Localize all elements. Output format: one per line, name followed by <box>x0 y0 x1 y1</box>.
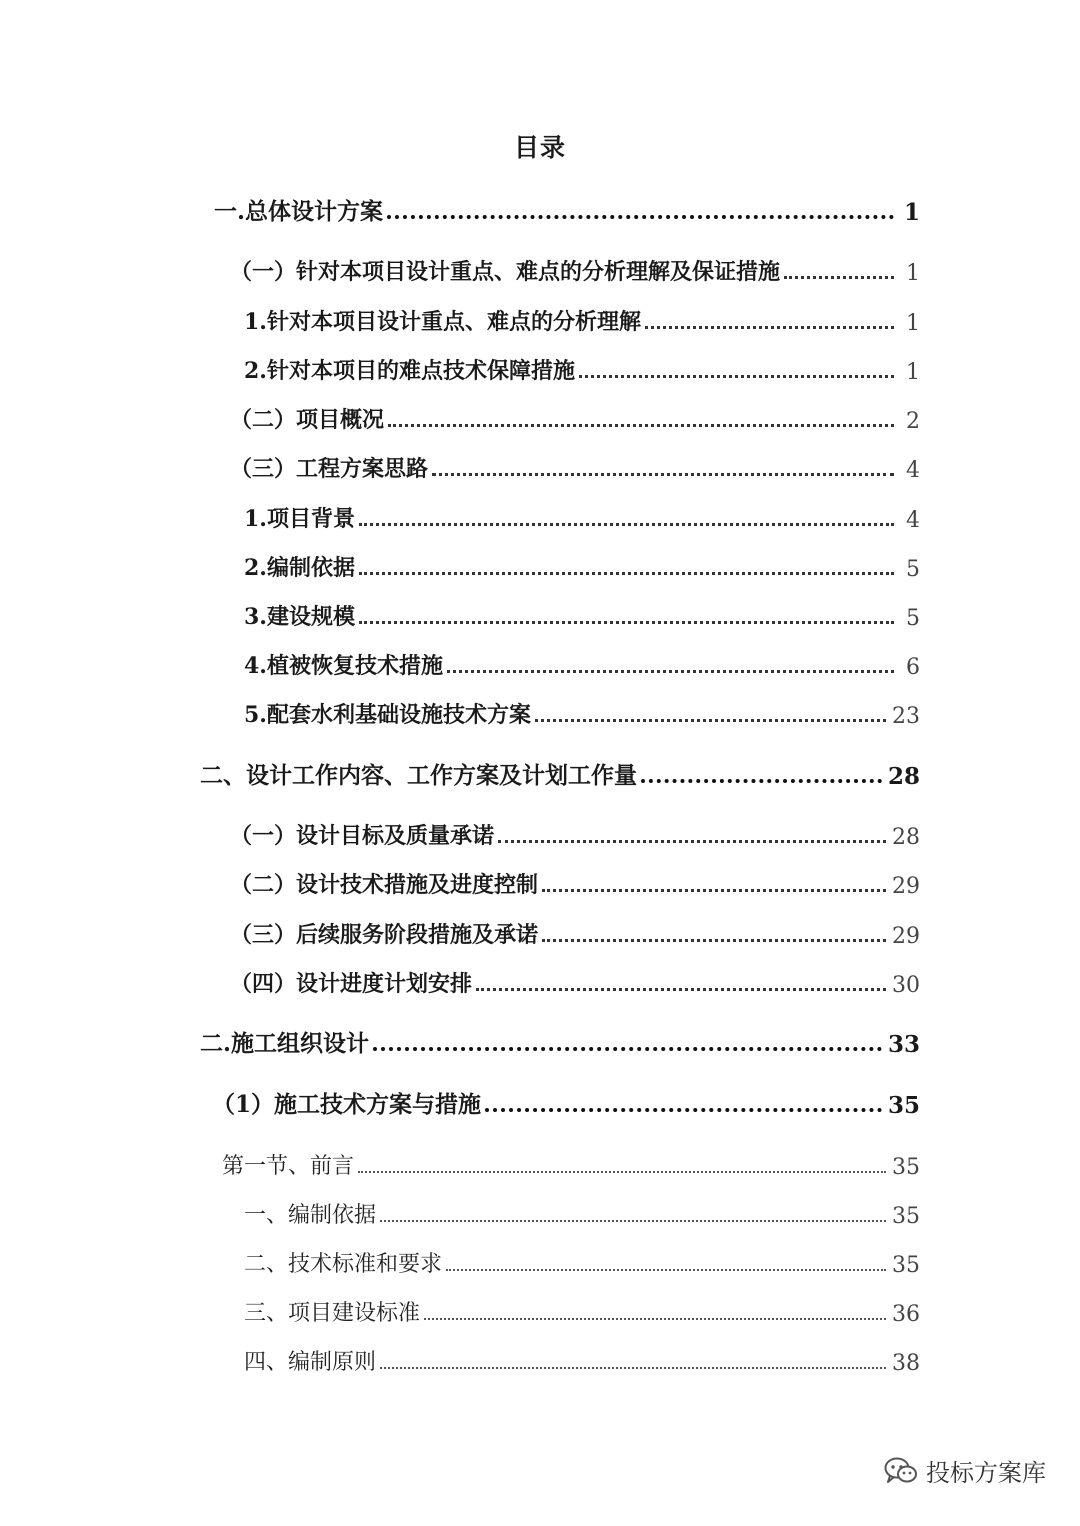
toc-entry[interactable] <box>244 597 920 631</box>
watermark-text: 投标方案库 <box>926 1459 1046 1487</box>
toc-entry-label: 5.配套水利基础设施技术方案 <box>244 702 531 728</box>
toc-entry[interactable] <box>222 1146 920 1180</box>
toc-page-number: 1 <box>906 261 920 286</box>
dot-leader <box>432 473 894 476</box>
toc-entry[interactable] <box>244 646 920 680</box>
dot-leader <box>380 1220 886 1222</box>
toc-page-number: 28 <box>892 825 920 850</box>
toc-page-number: 33 <box>887 1031 920 1058</box>
toc-entry-label: （三）后续服务阶段措施及承诺 <box>230 922 539 948</box>
toc-page-number: 36 <box>892 1302 920 1327</box>
toc-page-number: 4 <box>906 508 920 533</box>
dot-leader <box>387 215 894 219</box>
dot-leader <box>784 276 894 279</box>
toc-page-number: 5 <box>906 557 920 582</box>
toc-entry-label: 四、编制原则 <box>244 1350 377 1375</box>
toc-entry[interactable] <box>244 1293 920 1327</box>
toc-entry-label: 1.针对本项目设计重点、难点的分析理解 <box>244 309 641 335</box>
toc-entry[interactable] <box>230 449 920 483</box>
toc-entry-label: 二、技术标准和要求 <box>244 1252 443 1277</box>
toc-page-number: 30 <box>892 973 920 998</box>
toc-page-number: 1 <box>903 199 920 226</box>
toc-page-number: 29 <box>892 924 920 949</box>
toc-entry-label: 2.针对本项目的难点技术保障措施 <box>244 358 575 384</box>
toc-entry[interactable] <box>244 302 920 336</box>
toc-entry-label: （一）设计目标及质量承诺 <box>230 823 495 849</box>
toc-page-number: 4 <box>906 458 920 483</box>
toc-page-number: 35 <box>892 1204 920 1229</box>
toc-entry[interactable] <box>230 865 920 899</box>
toc-page-number: 29 <box>892 874 920 899</box>
dot-leader <box>485 1108 882 1112</box>
toc-entry-label: （二）设计技术措施及进度控制 <box>230 872 539 898</box>
wechat-icon <box>884 1457 918 1485</box>
toc-entry[interactable] <box>230 252 920 286</box>
toc-entry[interactable] <box>212 1085 920 1119</box>
toc-entry[interactable] <box>244 351 920 385</box>
dot-leader <box>359 523 894 526</box>
dot-leader <box>645 326 894 329</box>
toc-entry-label: 4.植被恢复技术措施 <box>244 653 443 679</box>
toc-entry[interactable] <box>244 1244 920 1278</box>
toc-page-number: 6 <box>906 655 920 680</box>
toc-entry[interactable] <box>244 1195 920 1229</box>
toc-entry-label: （一）针对本项目设计重点、难点的分析理解及保证措施 <box>230 259 781 285</box>
toc-entry[interactable] <box>244 1342 920 1376</box>
toc-entry-label: 二、设计工作内容、工作方案及计划工作量 <box>200 762 637 789</box>
toc-page-number: 1 <box>906 311 920 336</box>
toc-entry-label: 三、项目建设标准 <box>244 1301 421 1326</box>
toc-entry[interactable] <box>230 816 920 850</box>
toc-entry-label: 1.项目背景 <box>244 506 355 532</box>
toc-entry-label: （二）项目概况 <box>230 407 385 433</box>
dot-leader <box>359 621 894 624</box>
toc-entry-label: （三）工程方案思路 <box>230 456 429 482</box>
toc-entry[interactable] <box>244 695 920 729</box>
dot-leader <box>446 1269 886 1271</box>
toc-page-number: 38 <box>892 1351 920 1376</box>
toc-entry[interactable] <box>244 499 920 533</box>
toc-entry-label: 第一节、前言 <box>222 1154 355 1179</box>
dot-leader <box>476 988 886 991</box>
toc-entry[interactable] <box>200 756 920 790</box>
toc-entry-label: （1）施工技术方案与措施 <box>212 1091 482 1118</box>
dot-leader <box>498 840 886 843</box>
toc-entry-label: 2.编制依据 <box>244 555 355 581</box>
dot-leader <box>641 779 882 783</box>
toc-entry-label: 一、编制依据 <box>244 1203 377 1228</box>
dot-leader <box>447 670 894 673</box>
toc-page-number: 35 <box>892 1253 920 1278</box>
dot-leader <box>388 424 894 427</box>
dot-leader <box>542 889 886 892</box>
toc-title: 目录 <box>513 133 566 162</box>
toc-page-number: 2 <box>906 409 920 434</box>
dot-leader <box>358 1171 886 1173</box>
dot-leader <box>535 719 886 722</box>
toc-entry-label: 3.建设规模 <box>244 604 355 630</box>
dot-leader <box>579 375 894 378</box>
dot-leader <box>380 1367 886 1369</box>
toc-entry[interactable] <box>230 964 920 998</box>
toc-page-number: 23 <box>892 704 920 729</box>
toc-entry[interactable] <box>200 1024 920 1058</box>
toc-entry[interactable] <box>230 400 920 434</box>
dot-leader <box>373 1047 882 1051</box>
toc-entry[interactable] <box>214 192 920 226</box>
toc-page-number: 35 <box>892 1155 920 1180</box>
watermark <box>884 1453 1046 1488</box>
dot-leader <box>424 1318 886 1320</box>
toc-entry-label: 一.总体设计方案 <box>214 198 384 225</box>
toc-page-number: 35 <box>887 1092 920 1119</box>
toc-page-number: 5 <box>906 606 920 631</box>
dot-leader <box>359 572 894 575</box>
toc-entry[interactable] <box>244 548 920 582</box>
dot-leader <box>542 939 886 942</box>
toc-entry-label: （四）设计进度计划安排 <box>230 971 473 997</box>
toc-entry-label: 二.施工组织设计 <box>200 1030 370 1057</box>
toc-entry[interactable] <box>230 915 920 949</box>
toc-page-number: 1 <box>906 360 920 385</box>
toc-page-number: 28 <box>887 763 920 790</box>
